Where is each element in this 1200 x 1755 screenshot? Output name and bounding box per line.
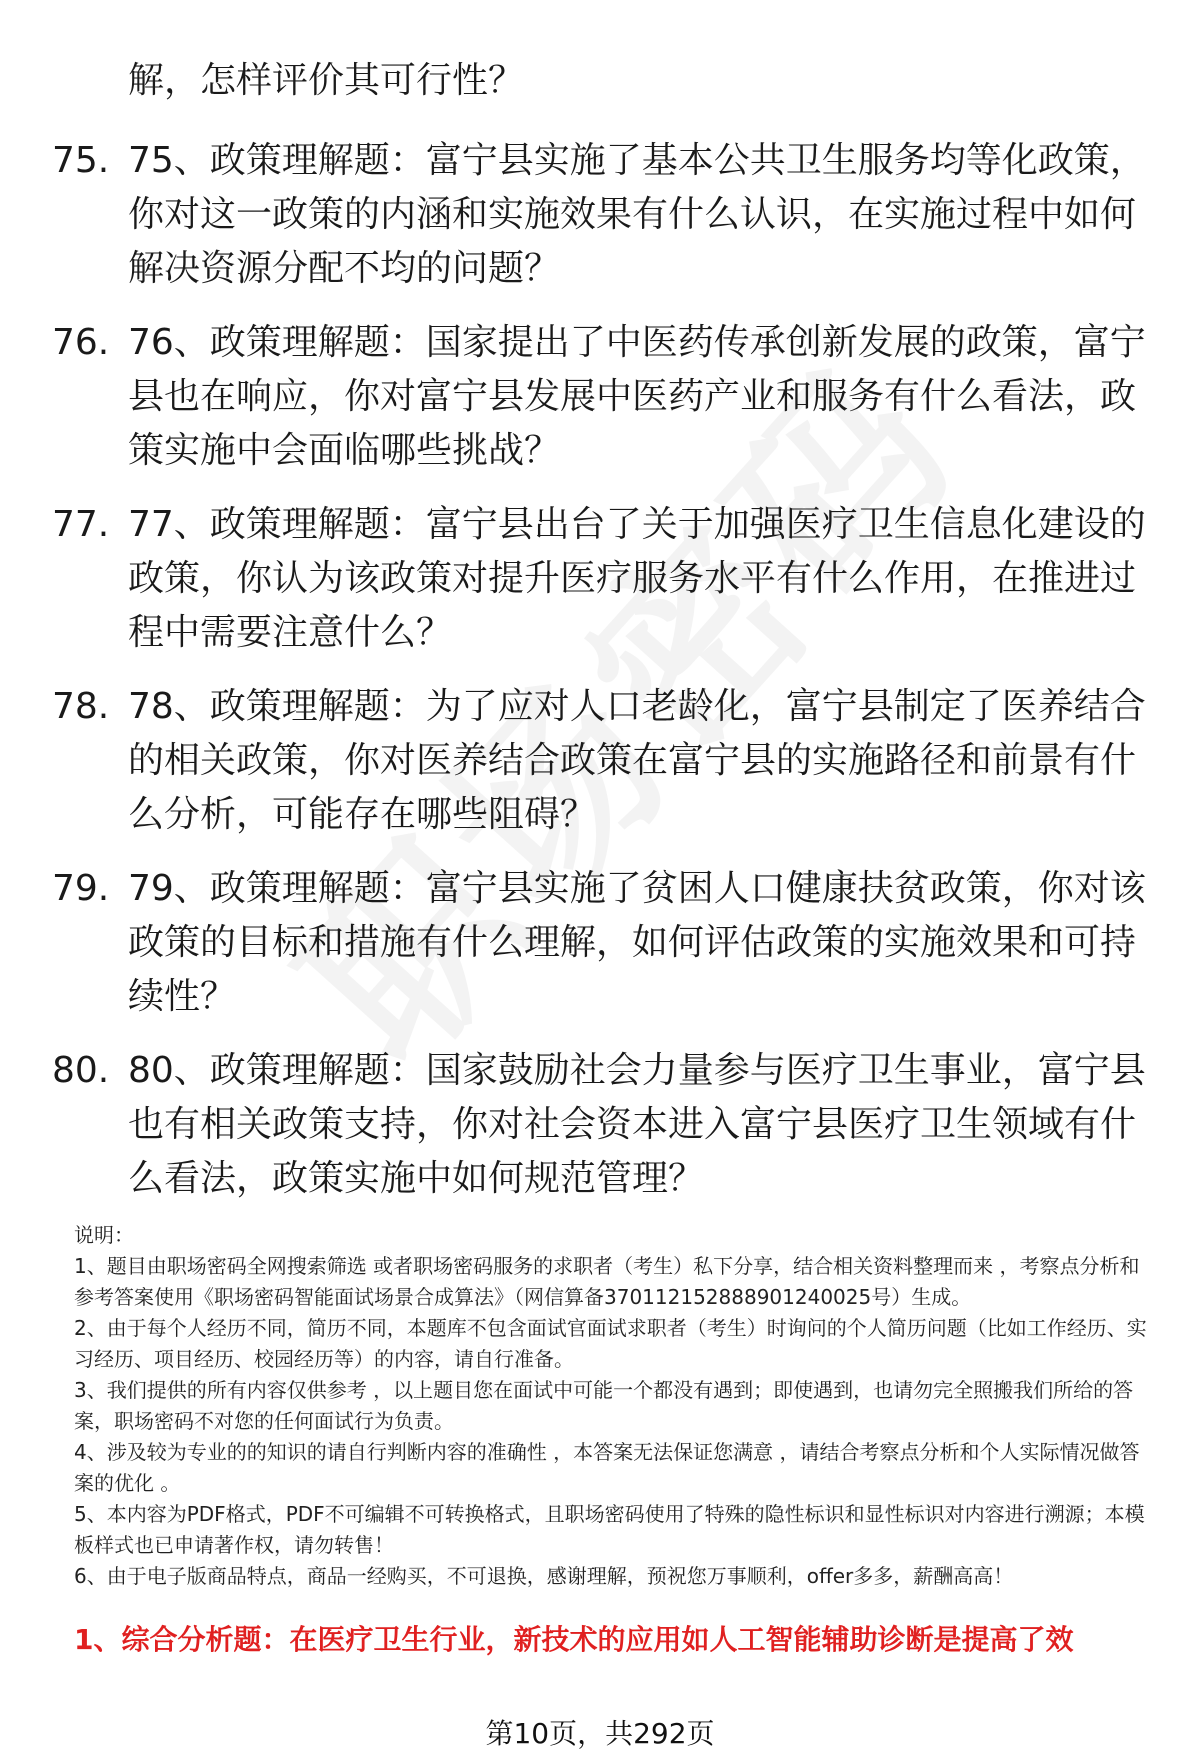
continuation-line: 解，怎样评价其可行性？ (128, 60, 525, 101)
question-number: 79. (52, 868, 110, 909)
question-number: 75. (52, 140, 110, 181)
question-text: 76、政策理解题：国家提出了中医药传承创新发展的政策，富宁县也在响应，你对富宁县发展中医药产业和服务有什么看法，政策实施中会面临哪些挑战？ (128, 322, 1146, 471)
note-item: 4、涉及较为专业的的知识的请自行判断内容的准确性 ，本答案无法保证您满意 ，请结合考察点分析和个人实际情况做答案的优化 。 (74, 1440, 1140, 1495)
note-item: 2、由于每个人经历不同，简历不同，本题库不包含面试官面试求职者（考生）时询问的个人简历问题（比如工作经历、实习经历、项目经历、校园经历等）的内容，请自行准备。 (74, 1316, 1147, 1371)
note-item: 5、本内容为PDF格式，PDF不可编辑不可转换格式，且职场密码使用了特殊的隐性标识和显性标识对内容进行溯源；本模板样式也已申请著作权，请勿转售！ (74, 1502, 1145, 1557)
question-number: 77. (52, 504, 110, 545)
note-item: 6、由于电子版商品特点，商品一经购买，不可退换，感谢理解，预祝您万事顺利，offer多多，薪酬高高！ (74, 1564, 1014, 1588)
question-number: 76. (52, 322, 110, 363)
question-number: 78. (52, 686, 110, 727)
page-footer: 第10页，共292页 (485, 1717, 715, 1750)
question-text: 77、政策理解题：富宁县出台了关于加强医疗卫生信息化建设的政策，你认为该政策对提升医疗服务水平有什么作用，在推进过程中需要注意什么？ (128, 504, 1146, 653)
question-text: 75、政策理解题：富宁县实施了基本公共卫生服务均等化政策，你对这一政策的内涵和实施效果有什么认识，在实施过程中如何解决资源分配不均的问题？ (128, 140, 1146, 289)
question-text: 80、政策理解题：国家鼓励社会力量参与医疗卫生事业，富宁县也有相关政策支持，你对社会资本进入富宁县医疗卫生领域有什么看法，政策实施中如何规范管理？ (128, 1050, 1146, 1199)
question-text: 78、政策理解题：为了应对人口老龄化，富宁县制定了医养结合的相关政策，你对医养结合政策在富宁县的实施路径和前景有什么分析，可能存在哪些阻碍？ (128, 686, 1146, 835)
question-number: 80. (52, 1050, 110, 1091)
notes-section (74, 1220, 1154, 1592)
notes-title: 说明： (74, 1223, 134, 1247)
question-text: 79、政策理解题：富宁县实施了贫困人口健康扶贫政策，你对该政策的目标和措施有什么理解，如何评估政策的实施效果和可持续性？ (128, 868, 1146, 1017)
next-section-heading: 1、综合分析题：在医疗卫生行业，新技术的应用如人工智能辅助诊断是提高了效 (74, 1623, 1074, 1656)
note-item: 1、题目由职场密码全网搜索筛选 或者职场密码服务的求职者（考生）私下分享，结合相关资料整理而来 ，考察点分析和参考答案使用《职场密码智能面试场景合成算法》（网信算备370112152888901240025号）生成。 (74, 1254, 1140, 1309)
note-item: 3、我们提供的所有内容仅供参考 ，以上题目您在面试中可能一个都没有遇到；即使遇到，也请勿完全照搬我们所给的答案，职场密码不对您的任何面试行为负责。 (74, 1378, 1134, 1433)
